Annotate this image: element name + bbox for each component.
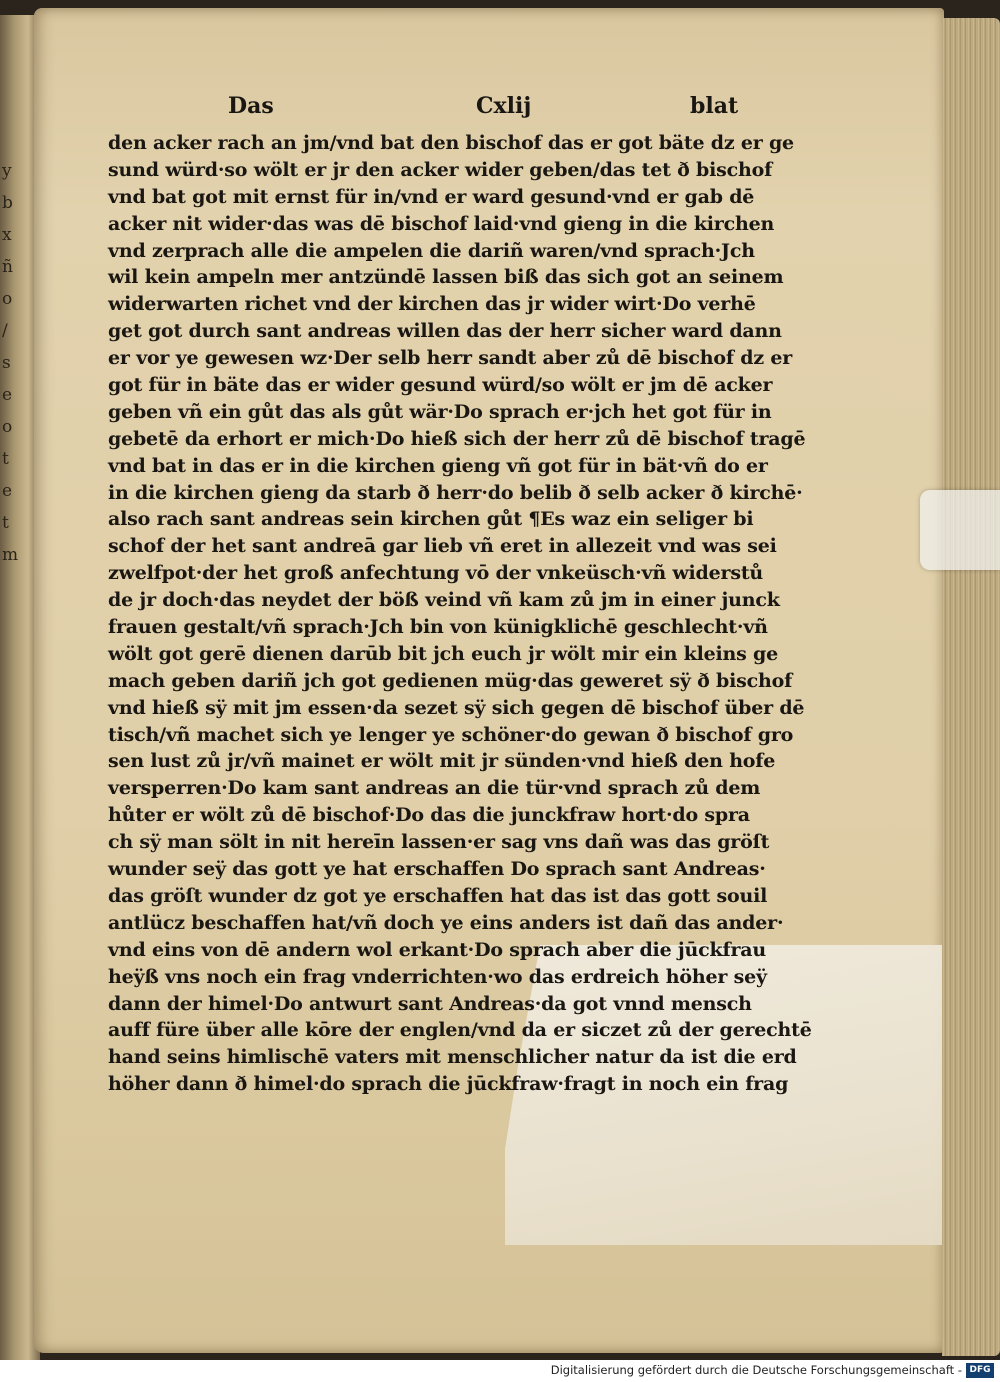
- text-line: vnd hieß sÿ mit jm essen·da sezet sÿ sich gegen dē bischof über dē: [108, 696, 805, 719]
- left-page-fragment: y: [2, 161, 12, 181]
- folio-number: Cxlij: [476, 93, 532, 119]
- left-page-fragment: b: [2, 193, 13, 213]
- text-line: wil kein ampeln mer antzündē lassen biß das sich got an seinem: [108, 266, 784, 289]
- funding-notice: Digitalisierung gefördert durch die Deutsche Forschungsgemeinschaft -: [550, 1363, 962, 1377]
- left-page-fragment: x: [2, 225, 12, 245]
- header-left: Das: [228, 93, 274, 119]
- text-line: geben vñ ein gůt das als gůt wär·Do sprach er·jch het got für in: [108, 400, 772, 423]
- text-line: vnd bat in das er in die kirchen gieng vñ got für in bät·vñ do er: [108, 454, 768, 477]
- text-line: tisch/vñ machet sich ye lenger ye schöner·do gewan ð bischof gro: [108, 723, 794, 746]
- text-line: acker nit wider·das was dē bischof laid·vnd gieng in die kirchen: [108, 212, 775, 235]
- text-line: hand seins himlischē vaters mit menschlicher natur da ist die erd: [108, 1046, 797, 1069]
- text-line: versperren·Do kam sant andreas an die tür·vnd sprach zů dem: [108, 777, 761, 800]
- left-page-fragment: o: [2, 289, 13, 309]
- text-line: gebetē da erhort er mich·Do hieß sich der herr zů dē bischof tragē: [108, 427, 806, 450]
- text-line: frauen gestalt/vñ sprach·Jch bin von künigklichē geschlecht·vñ: [108, 616, 768, 639]
- text-line: hůter er wölt zů dē bischof·Do das die junckfraw hort·do spra: [108, 804, 750, 827]
- text-block: [108, 130, 820, 1098]
- text-line: in die kirchen gieng da starb ð herr·do belib ð selb acker ð kirchē·: [108, 481, 803, 504]
- left-page-fragment: t: [2, 513, 9, 533]
- left-page-fragment: e: [2, 481, 13, 501]
- text-line: de jr doch·das neydet der böß veind vñ kam zů jm in einer junck: [108, 589, 780, 612]
- text-line: sen lust zů jr/vñ mainet er wölt mit jr sünden·vnd hieß den hofe: [108, 750, 776, 773]
- text-line: auff füre über alle kōre der englen/vnd da er siczet zů der gerechtē: [108, 1019, 812, 1042]
- text-line: vnd bat got mit ernst für in/vnd er ward gesund·vnd er gab dē: [108, 185, 755, 208]
- left-page-fragment: ñ: [2, 257, 13, 277]
- left-page-fragment: o: [2, 417, 13, 437]
- text-line: widerwarten richet vnd der kirchen das jr wider wirt·Do verhē: [108, 293, 756, 316]
- text-line: dann der himel·Do antwurt sant Andreas·da got vnnd mensch: [108, 992, 752, 1015]
- page-header: [228, 93, 788, 125]
- footer-bar: [0, 1360, 1000, 1382]
- text-line: den acker rach an jm/vnd bat den bischof das er got bäte dz er ge: [108, 132, 794, 154]
- left-page-fragment: m: [2, 545, 19, 565]
- left-page-fragment: e: [2, 385, 13, 405]
- text-line: also rach sant andreas sein kirchen gůt ¶Es waz ein seliger bi: [108, 508, 754, 531]
- header-right: blat: [690, 93, 739, 119]
- clip-marker: [920, 490, 1000, 570]
- text-line: zwelfpot·der het groß anfechtung vō der vnkeüsch·vñ widerstů: [108, 562, 764, 585]
- text-line: antlücz beschaffen hat/vñ doch ye eins anders ist dañ das ander·: [108, 911, 784, 934]
- text-line: heÿß vns noch ein frag vnderrichten·wo das erdreich höher seÿ: [108, 965, 767, 988]
- text-line: sund würd·so wölt er jr den acker wider geben/das tet ð bischof: [108, 158, 773, 181]
- page-fore-edge: [942, 18, 1000, 1356]
- left-page-fragment: /: [2, 321, 8, 341]
- text-line: schof der het sant andreā gar lieb vñ eret in allezeit vnd was sei: [108, 535, 777, 558]
- left-page-fragment: s: [2, 353, 11, 373]
- text-line: vnd zerprach alle die ampelen die dariñ waren/vnd sprach·Jch: [108, 239, 755, 262]
- text-line: er vor ye gewesen wz·Der selb herr sandt aber zů dē bischof dz er: [108, 347, 793, 370]
- text-line: wunder seÿ das gott ye hat erschaffen Do sprach sant Andreas·: [108, 858, 766, 881]
- text-line: vnd eins von dē andern wol erkant·Do sprach aber die jūckfrau: [108, 938, 767, 961]
- text-line: ch sÿ man sölt in nit hereīn lassen·er sag vns dañ was das gröſt: [108, 831, 770, 854]
- text-line: got für in bäte das er wider gesund würd/so wölt er jm dē acker: [108, 374, 773, 397]
- text-line: wölt got gerē dienen darūb bit jch euch jr wölt mir ein kleins ge: [108, 642, 778, 665]
- dfg-logo: DFG: [966, 1363, 994, 1378]
- text-line: get got durch sant andreas willen das der herr sicher ward dann: [108, 320, 782, 343]
- left-page-fragment: t: [2, 449, 9, 469]
- text-line: das gröſt wunder dz got ye erschaffen hat das ist das gott souil: [108, 884, 768, 907]
- text-line: mach geben dariñ jch got gedienen müg·das geweret sÿ ð bischof: [108, 669, 793, 692]
- text-line: höher dann ð himel·do sprach die jūckfraw·fragt in noch ein frag: [108, 1073, 789, 1096]
